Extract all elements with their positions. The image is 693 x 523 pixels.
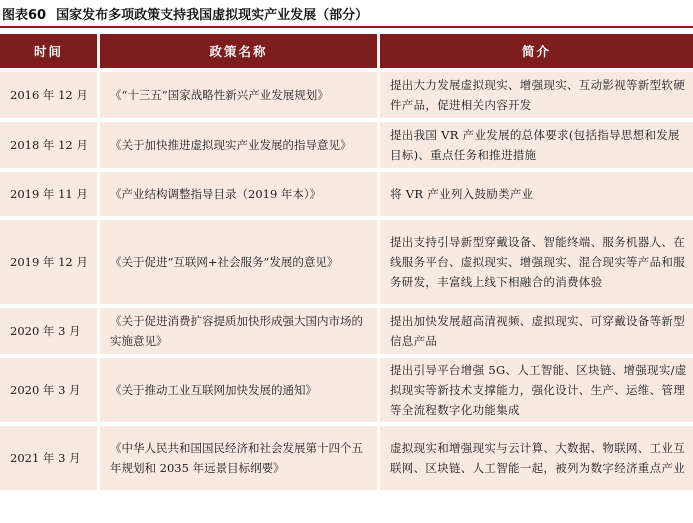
table-row bbox=[0, 308, 693, 354]
cell-description: 提出支持引导新型穿戴设备、智能终端、服务机器人、在线服务平台、虚拟现实、增强现实、混合现实等产品和服务研发，丰富线上线下相融合的消费体验 bbox=[377, 220, 693, 304]
figure-number: 图表60 bbox=[2, 7, 47, 23]
cell-policy: 《“十三五”国家战略性新兴产业发展规划》 bbox=[97, 72, 377, 118]
table-row bbox=[0, 358, 693, 422]
cell-time: 2019 年 11 月 bbox=[0, 172, 97, 216]
cell-time: 2021 年 3 月 bbox=[0, 426, 97, 490]
table-row bbox=[0, 172, 693, 216]
cell-time: 2018 年 12 月 bbox=[0, 122, 97, 168]
cell-description: 将 VR 产业列入鼓励类产业 bbox=[377, 172, 693, 216]
cell-description: 提出引导平台增强 5G、人工智能、区块链、增强现实/虚拟现实等新技术支撑能力，强化设计、生产、运维、管理等全流程数字化功能集成 bbox=[377, 358, 693, 422]
policy-table bbox=[0, 30, 693, 494]
figure-title bbox=[0, 0, 693, 28]
table-row bbox=[0, 72, 693, 118]
cell-policy: 《关于加快推进虚拟现实产业发展的指导意见》 bbox=[97, 122, 377, 168]
table-row bbox=[0, 426, 693, 490]
cell-description: 提出加快发展超高清视频、虚拟现实、可穿戴设备等新型信息产品 bbox=[377, 308, 693, 354]
cell-time: 2020 年 3 月 bbox=[0, 358, 97, 422]
column-header-policy: 政策名称 bbox=[97, 34, 377, 68]
cell-policy: 《产业结构调整指导目录（2019 年本）》 bbox=[97, 172, 377, 216]
cell-time: 2019 年 12 月 bbox=[0, 220, 97, 304]
cell-description: 虚拟现实和增强现实与云计算、大数据、物联网、工业互联网、区块链、人工智能一起，被列为数字经济重点产业 bbox=[377, 426, 693, 490]
column-header-time: 时间 bbox=[0, 34, 97, 68]
cell-description: 提出大力发展虚拟现实、增强现实、互动影视等新型软硬件产品，促进相关内容开发 bbox=[377, 72, 693, 118]
cell-description: 提出我国 VR 产业发展的总体要求(包括指导思想和发展目标)、重点任务和推进措施 bbox=[377, 122, 693, 168]
column-header-description: 简介 bbox=[377, 34, 693, 68]
cell-time: 2016 年 12 月 bbox=[0, 72, 97, 118]
figure-title-text: 国家发布多项政策支持我国虚拟现实产业发展（部分） bbox=[56, 7, 369, 23]
cell-policy: 《关于促进“互联网+社会服务”发展的意见》 bbox=[97, 220, 377, 304]
cell-policy: 《关于促进消费扩容提质加快形成强大国内市场的实施意见》 bbox=[97, 308, 377, 354]
cell-time: 2020 年 3 月 bbox=[0, 308, 97, 354]
cell-policy: 《中华人民共和国国民经济和社会发展第十四个五年规划和 2035 年远景目标纲要》 bbox=[97, 426, 377, 490]
table-header-row bbox=[0, 34, 693, 68]
table-row bbox=[0, 122, 693, 168]
table-row bbox=[0, 220, 693, 304]
cell-policy: 《关于推动工业互联网加快发展的通知》 bbox=[97, 358, 377, 422]
